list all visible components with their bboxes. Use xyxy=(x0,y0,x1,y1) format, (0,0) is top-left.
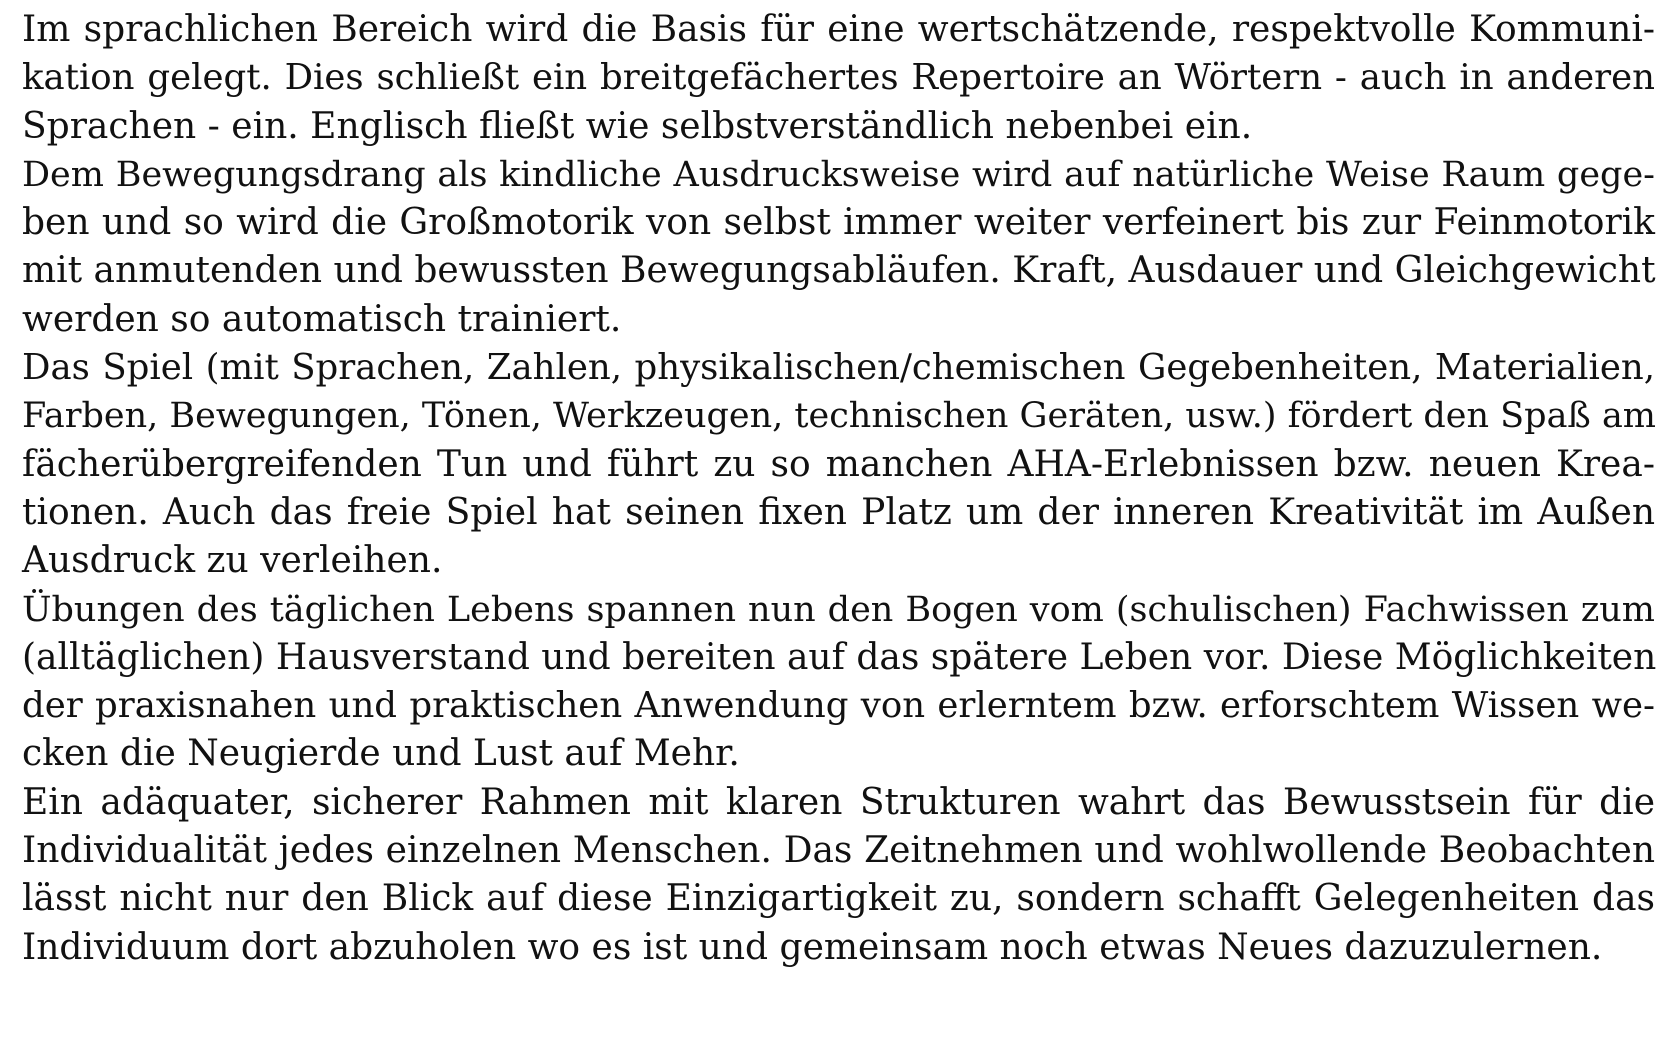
text-line: Ausdruck zu verleihen. xyxy=(22,540,443,582)
text-line: werden so automatisch trainiert. xyxy=(22,298,622,340)
text-line: Übungen des täglichen Lebens spannen nun den Bogen vom (schulischen) Fachwissen zum xyxy=(22,589,1655,630)
text-line: kation gelegt. Dies schließt ein breitgefächertes Repertoire an Wörtern - auch in anderen xyxy=(22,57,1655,99)
text-line: Farben, Bewegungen, Tönen, Werkzeugen, technischen Geräten, usw.) fördert den Spaß am xyxy=(22,396,1656,437)
text-line: Im sprachlichen Bereich wird die Basis für eine wertschätzende, respektvolle Kommuni- xyxy=(22,9,1655,50)
paragraph-daily-life xyxy=(22,586,1674,779)
text-line: Sprachen - ein. Englisch fließt wie selbstverständlich nebenbei ein. xyxy=(22,105,1253,147)
paragraph-framework xyxy=(22,779,1674,972)
text-line: der praxisnahen und praktischen Anwendung von erlerntem bzw. erforschtem Wissen we- xyxy=(22,685,1655,727)
paragraph-movement xyxy=(22,151,1674,344)
text-line: fächerübergreifenden Tun und führt zu so manchen AHA-Erlebnissen bzw. neuen Krea- xyxy=(22,443,1655,485)
paragraph-play xyxy=(22,344,1674,585)
text-line: mit anmutenden und bewussten Bewegungsabläufen. Kraft, Ausdauer und Gleichgewicht xyxy=(22,250,1656,292)
text-line: tionen. Auch das freie Spiel hat seinen fixen Platz um der inneren Kreativität im Außen xyxy=(22,491,1655,533)
text-line: Individuum dort abzuholen wo es ist und gemeinsam noch etwas Neues dazuzulernen. xyxy=(22,926,1603,968)
text-line: lässt nicht nur den Blick auf diese Einzigartigkeit zu, sondern schafft Gelegenheiten das xyxy=(22,878,1655,920)
text-line: ben und so wird die Großmotorik von selbst immer weiter verfeinert bis zur Feinmotorik xyxy=(22,202,1655,244)
text-line: Individualität jedes einzelnen Menschen. Das Zeitnehmen und wohlwollende Beobachten xyxy=(22,830,1655,872)
text-line: Ein adäquater, sicherer Rahmen mit klaren Strukturen wahrt das Bewusstsein für die xyxy=(22,781,1655,823)
paragraph-language xyxy=(22,6,1674,151)
text-line: Das Spiel (mit Sprachen, Zahlen, physikalischen/chemischen Gegebenheiten, Materialien, xyxy=(22,347,1655,389)
text-line: Dem Bewegungsdrang als kindliche Ausdrucksweise wird auf natürliche Weise Raum gege- xyxy=(22,154,1655,195)
text-line: cken die Neugierde und Lust auf Mehr. xyxy=(22,733,740,775)
text-line: (alltäglichen) Hausverstand und bereiten auf das spätere Leben vor. Diese Möglichkeiten xyxy=(22,636,1657,678)
